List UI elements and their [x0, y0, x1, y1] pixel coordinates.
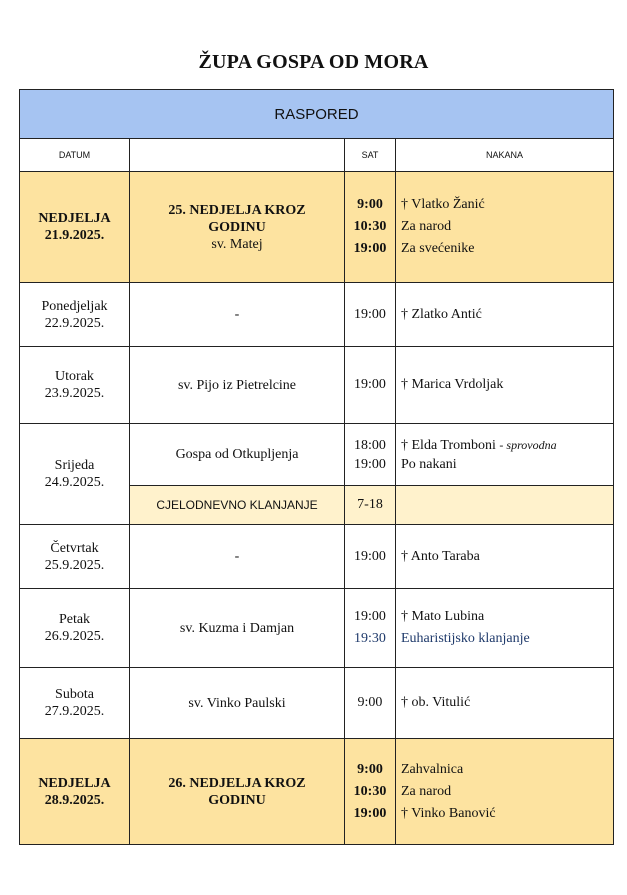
intention-cell: † Anto Taraba [396, 525, 614, 589]
schedule-table [19, 89, 614, 845]
table-row [20, 424, 614, 486]
feast-cell [130, 739, 345, 845]
intention: Za narod [401, 783, 452, 799]
date-cell [20, 739, 130, 845]
date-cell [20, 589, 130, 668]
intention-cell: † Zlatko Antić [396, 283, 614, 347]
intention-note: - sprovodna [499, 437, 557, 452]
adoration-time: 7-18 [345, 486, 396, 525]
table-row [20, 347, 614, 424]
feast-cell: - [130, 283, 345, 347]
time-value: 19:00 [353, 241, 387, 256]
date-cell [20, 525, 130, 589]
time-value: 9:00 [357, 761, 383, 777]
day-name: NEDJELJA [38, 211, 111, 226]
date-value: 27.9.2025. [44, 704, 105, 719]
table-row [20, 283, 614, 347]
feast-name: 25. NEDJELJA KROZ GODINU [168, 202, 306, 235]
intention: Za svećenike [401, 241, 475, 256]
intention-cell: † Marica Vrdoljak [396, 347, 614, 424]
time-value: 19:30 [354, 631, 386, 646]
intention: † Vlatko Žanić [401, 197, 485, 212]
date-cell [20, 283, 130, 347]
date-value: 26.9.2025. [44, 629, 105, 644]
day-name: Srijeda [54, 458, 95, 473]
date-value: 25.9.2025. [44, 557, 105, 573]
feast-cell: sv. Vinko Paulski [130, 668, 345, 739]
date-cell [20, 172, 130, 283]
feast-cell: Gospa od Otkupljenja [130, 424, 345, 486]
intention-cell [396, 172, 614, 283]
table-row [20, 589, 614, 668]
time-cell [345, 424, 396, 486]
intention: Zahvalnica [401, 761, 464, 777]
time-cell [345, 589, 396, 668]
table-row [20, 525, 614, 589]
time-cell: 19:00 [345, 283, 396, 347]
day-name: Ponedjeljak [41, 298, 108, 314]
intention: † Vinko Banović [401, 805, 496, 821]
time-value: 19:00 [354, 609, 386, 624]
date-value: 24.9.2025. [44, 475, 105, 490]
intention-line [401, 436, 613, 455]
feast-cell: sv. Pijo iz Pietrelcine [130, 347, 345, 424]
intention: Po nakani [401, 456, 457, 472]
col-header-blank [130, 139, 345, 172]
table-row [20, 172, 614, 283]
date-value: 22.9.2025. [44, 315, 105, 331]
adoration-cell: CJELODNEVNO KLANJANJE [130, 486, 345, 525]
feast-cell: - [130, 525, 345, 589]
day-name: Subota [55, 687, 94, 702]
time-value: 9:00 [357, 197, 383, 212]
date-cell [20, 668, 130, 739]
time-value: 19:00 [353, 805, 387, 821]
schedule-header: RASPORED [20, 90, 614, 139]
day-name: Četvrtak [50, 540, 99, 556]
time-value: 18:00 [354, 437, 386, 453]
time-cell [345, 172, 396, 283]
date-value: 23.9.2025. [44, 386, 105, 401]
date-cell [20, 347, 130, 424]
col-header-nakana: NAKANA [396, 139, 614, 172]
intention: Za narod [401, 219, 452, 234]
time-cell: 9:00 [345, 668, 396, 739]
intention: † Elda Tromboni [401, 437, 496, 453]
page-title: ŽUPA GOSPA OD MORA [198, 51, 429, 73]
time-value: 19:00 [354, 456, 386, 472]
day-name: Utorak [55, 369, 94, 384]
time-cell: 19:00 [345, 347, 396, 424]
day-name: Petak [58, 612, 91, 627]
intention: † Mato Lubina [401, 609, 485, 624]
feast-cell [130, 172, 345, 283]
feast-name: 26. NEDJELJA KROZ GODINU [168, 775, 306, 808]
column-headers [20, 139, 614, 172]
col-header-sat: SAT [345, 139, 396, 172]
table-row [20, 739, 614, 845]
date-cell [20, 424, 130, 525]
time-value: 10:30 [353, 783, 387, 799]
time-value: 10:30 [353, 219, 387, 234]
time-cell [345, 739, 396, 845]
intention-cell: † ob. Vitulić [396, 668, 614, 739]
adoration-intention-empty [396, 486, 614, 525]
table-row [20, 668, 614, 739]
date-value: 28.9.2025. [44, 792, 105, 808]
time-cell: 19:00 [345, 525, 396, 589]
col-header-datum: DATUM [20, 139, 130, 172]
intention-cell [396, 589, 614, 668]
date-value: 21.9.2025. [44, 228, 105, 243]
intention-cell [396, 424, 614, 486]
feast-cell: sv. Kuzma i Damjan [130, 589, 345, 668]
intention-cell [396, 739, 614, 845]
feast-subtitle: sv. Matej [211, 236, 263, 252]
day-name: NEDJELJA [38, 775, 111, 791]
intention: Euharistijsko klanjanje [401, 631, 530, 646]
